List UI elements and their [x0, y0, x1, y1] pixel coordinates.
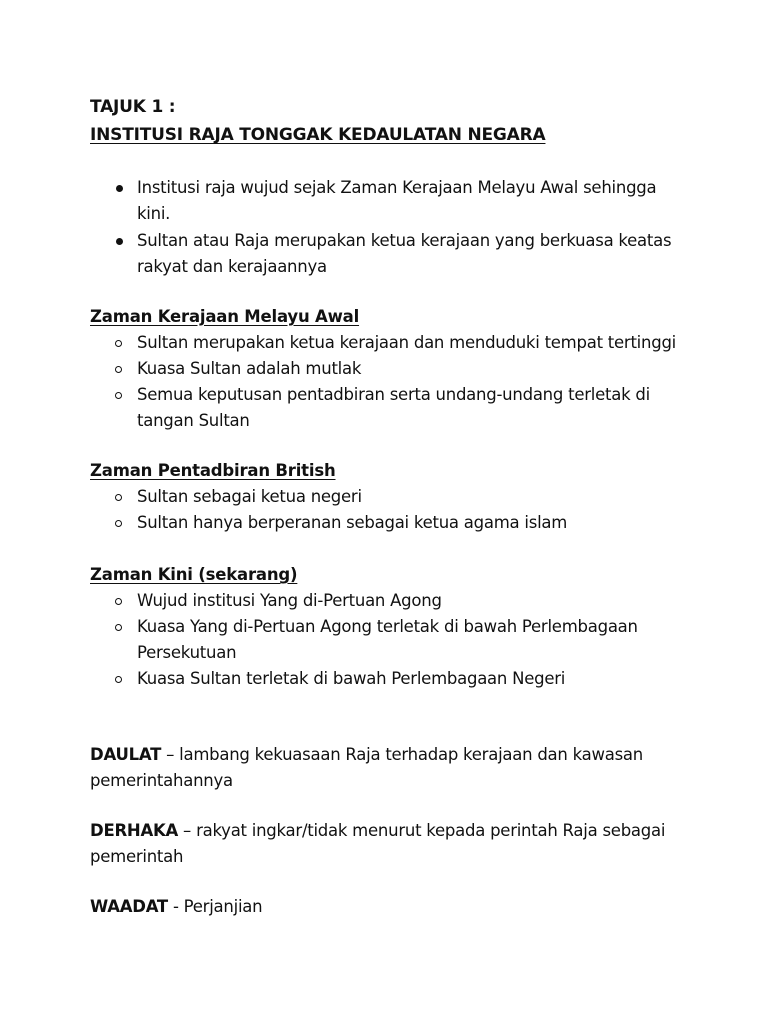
- circle-bullet-icon: [115, 624, 122, 631]
- intro-bullet-2-line1: Sultan atau Raja merupakan ketua kerajaan yang berkuasa keatas: [137, 231, 672, 250]
- circle-bullet-icon: [115, 494, 122, 501]
- definition-daulat: [90, 745, 643, 764]
- definition-text: lambang kekuasaan Raja terhadap kerajaan dan kawasan: [179, 745, 644, 764]
- section-heading-british: Zaman Pentadbiran British: [90, 461, 336, 480]
- section-1-item-3-line2: tangan Sultan: [137, 411, 250, 430]
- definition-daulat-line2: pemerintahannya: [90, 771, 233, 790]
- title-line-2: INSTITUSI RAJA TONGGAK KEDAULATAN NEGARA: [90, 125, 546, 145]
- title-line-1: TAJUK 1 :: [90, 97, 176, 117]
- section-3-item-2-line1: Kuasa Yang di-Pertuan Agong terletak di bawah Perlembagaan: [137, 617, 638, 636]
- intro-bullet-2-line2: rakyat dan kerajaannya: [137, 257, 327, 276]
- section-2-item-1: Sultan sebagai ketua negeri: [137, 487, 362, 506]
- section-3-item-3: Kuasa Sultan terletak di bawah Perlembagaan Negeri: [137, 669, 566, 688]
- definition-separator: –: [178, 821, 197, 840]
- circle-bullet-icon: [115, 676, 122, 683]
- definition-derhaka-line2: pemerintah: [90, 847, 184, 866]
- section-2-item-2: Sultan hanya berperanan sebagai ketua agama islam: [137, 513, 568, 532]
- circle-bullet-icon: [115, 392, 122, 399]
- section-1-item-2: Kuasa Sultan adalah mutlak: [137, 359, 362, 378]
- definition-term: WAADAT: [90, 897, 168, 916]
- definition-derhaka: [90, 821, 665, 840]
- definition-separator: –: [161, 745, 180, 764]
- definition-separator: -: [167, 897, 184, 916]
- definition-term: DAULAT: [90, 745, 162, 764]
- section-heading-kini: Zaman Kini (sekarang): [90, 565, 298, 584]
- section-3-item-2-line2: Persekutuan: [137, 643, 237, 662]
- bullet-icon: [116, 238, 123, 245]
- intro-bullet-1-line2: kini.: [137, 204, 171, 223]
- section-1-item-3-line1: Semua keputusan pentadbiran serta undang-undang terletak di: [137, 385, 650, 404]
- circle-bullet-icon: [115, 340, 122, 347]
- definition-waadat: [90, 897, 262, 916]
- intro-bullet-1-line1: Institusi raja wujud sejak Zaman Kerajaan Melayu Awal sehingga: [137, 178, 657, 197]
- section-3-item-1: Wujud institusi Yang di-Pertuan Agong: [137, 591, 442, 610]
- circle-bullet-icon: [115, 366, 122, 373]
- bullet-icon: [116, 185, 123, 192]
- definition-term: DERHAKA: [90, 821, 179, 840]
- section-1-item-1: Sultan merupakan ketua kerajaan dan menduduki tempat tertinggi: [137, 333, 677, 352]
- definition-text: Perjanjian: [183, 897, 263, 916]
- circle-bullet-icon: [115, 520, 122, 527]
- definition-text: rakyat ingkar/tidak menurut kepada perintah Raja sebagai: [196, 821, 666, 840]
- section-heading-melayu-awal: Zaman Kerajaan Melayu Awal: [90, 307, 360, 326]
- circle-bullet-icon: [115, 598, 122, 605]
